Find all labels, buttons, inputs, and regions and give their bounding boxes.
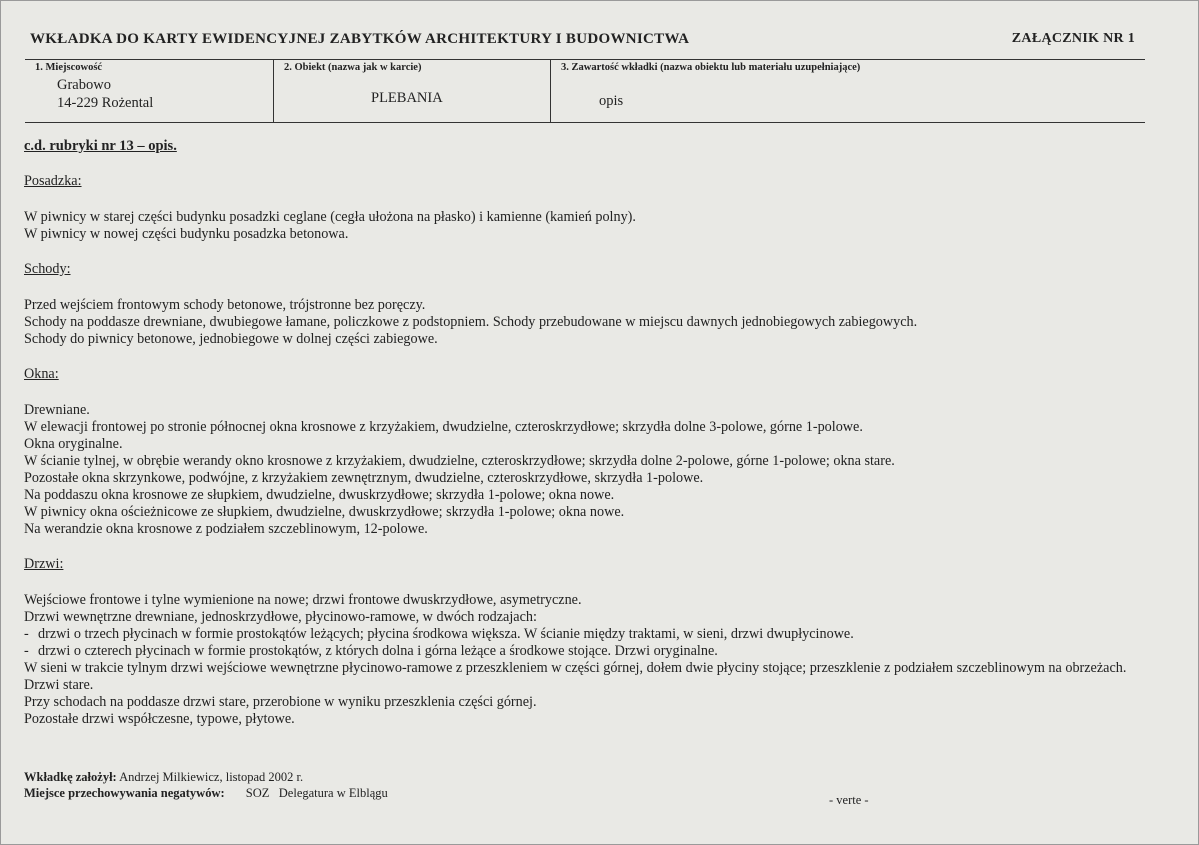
list-item xyxy=(24,643,1134,660)
section-stairs xyxy=(24,261,1134,348)
text-line: Schody na poddasze drewniane, dwubiegowe łamane, policzkowe z podstopniem. Schody przebudowane w miejscu dawnych jednobiegowych zabiegowych. xyxy=(24,314,918,330)
text-line: W piwnicy w nowej części budynku posadzka betonowa. xyxy=(24,226,349,242)
attachment-number: ZAŁĄCZNIK NR 1 xyxy=(1011,31,1135,46)
list-item-text: drzwi o czterech płycinach w formie prostokątów, z których dolna i górna leżące a środkowe stojące. Drzwi oryginalne. xyxy=(38,643,718,659)
locality-label: 1. Miejscowość xyxy=(35,62,103,73)
text-line: Drewniane. xyxy=(24,402,90,418)
section-text xyxy=(24,209,1134,243)
section-title: Posadzka: xyxy=(24,173,82,189)
author-label: Wkładkę założył: xyxy=(24,770,117,784)
section-text xyxy=(24,297,1134,348)
footer xyxy=(24,769,388,801)
section-windows xyxy=(24,366,1134,538)
author-line xyxy=(24,769,388,785)
content-value: opis xyxy=(599,93,624,109)
text-line: W piwnicy w starej części budynku posadzki ceglane (cegła ułożona na płasko) i kamienne (kamień polny). xyxy=(24,209,636,225)
section-floors xyxy=(24,173,1134,243)
verte-note: - verte - xyxy=(829,793,869,807)
document-body xyxy=(24,138,1134,728)
section-doors xyxy=(24,556,1134,728)
author-value: Andrzej Milkiewicz, listopad 2002 r. xyxy=(119,770,304,784)
text-line: Pozostałe drzwi współczesne, typowe, płytowe. xyxy=(24,711,295,727)
list-item xyxy=(24,626,1134,643)
object-cell xyxy=(274,60,551,122)
text-line: W sieni w trakcie tylnym drzwi wejściowe wewnętrzne płycinowo-ramowe z przeszkleniem w części górnej, dołem dwie płyciny stojące; przeszklenie z podziałem szczeblinowym na obrzeżach. Drzwi stare. xyxy=(24,660,1127,693)
negatives-location-line xyxy=(24,785,388,801)
object-value: PLEBANIA xyxy=(371,90,443,106)
text-line: Na werandzie okna krosnowe z podziałem szczeblinowym, 12-polowe. xyxy=(24,521,428,537)
content-cell xyxy=(551,60,1141,122)
text-line: Drzwi wewnętrzne drewniane, jednoskrzydłowe, płycinowo-ramowe, w dwóch rodzajach: xyxy=(24,609,537,625)
text-line: W piwnicy okna ościeżnicowe ze słupkiem, dwudzielne, dwuskrzydłowe; skrzydła 1-polowe; okna nowe. xyxy=(24,504,625,520)
dash-bullet: - xyxy=(24,626,29,642)
locality-postcode: 14-229 Rożental xyxy=(57,95,154,111)
section-text xyxy=(24,402,1134,538)
document-title: WKŁADKA DO KARTY EWIDENCYJNEJ ZABYTKÓW ARCHITEKTURY I BUDOWNICTWA xyxy=(30,31,690,47)
text-line: Przy schodach na poddasze drzwi stare, przerobione w wyniku przeszklenia części górnej. xyxy=(24,694,537,710)
content-label: 3. Zawartość wkładki (nazwa obiektu lub materiału uzupełniające) xyxy=(561,62,861,73)
section-title: Drzwi: xyxy=(24,556,64,572)
text-line: Na poddaszu okna krosnowe ze słupkiem, dwudzielne, dwuskrzydłowe; skrzydła 1-polowe; okna nowe. xyxy=(24,487,615,503)
list-item-text: drzwi o trzech płycinach w formie prostokątów leżących; płycina środkowa większa. W ścianie między traktami, w sieni, drzwi dwupłycinowe. xyxy=(38,626,854,642)
locality-value: Grabowo xyxy=(57,77,111,93)
info-table xyxy=(25,59,1145,123)
negatives-location-value: SOZ Delegatura w Elblągu xyxy=(245,786,388,800)
text-line: Przed wejściem frontowym schody betonowe, trójstronne bez poręczy. xyxy=(24,297,426,313)
text-line: W elewacji frontowej po stronie północnej okna krosnowe z krzyżakiem, dwudzielne, czteroskrzydłowe; skrzydła dolne 3-polowe, górne 1-polowe. xyxy=(24,419,863,435)
section-title: Okna: xyxy=(24,366,59,382)
text-line: W ścianie tylnej, w obrębie werandy okno krosnowe z krzyżakiem, dwudzielne, czteroskrzydłowe; skrzydła dolne 2-polowe, górne 1-polowe; okna stare. xyxy=(24,453,895,469)
text-line: Okna oryginalne. xyxy=(24,436,123,452)
dash-bullet: - xyxy=(24,643,29,659)
text-line: Wejściowe frontowe i tylne wymienione na nowe; drzwi frontowe dwuskrzydłowe, asymetryczne. xyxy=(24,592,582,608)
object-label: 2. Obiekt (nazwa jak w karcie) xyxy=(284,62,422,73)
section-heading: c.d. rubryki nr 13 – opis. xyxy=(24,138,177,154)
text-line: Pozostałe okna skrzynkowe, podwójne, z krzyżakiem zewnętrznym, dwudzielne, czteroskrzydłowe, skrzydła 1-polowe. xyxy=(24,470,704,486)
section-title: Schody: xyxy=(24,261,71,277)
negatives-location-label: Miejsce przechowywania negatywów: xyxy=(24,786,225,800)
text-line: Schody do piwnicy betonowe, jednobiegowe w dolnej części zabiegowe. xyxy=(24,331,438,347)
locality-cell xyxy=(25,60,274,122)
section-text xyxy=(24,592,1134,728)
